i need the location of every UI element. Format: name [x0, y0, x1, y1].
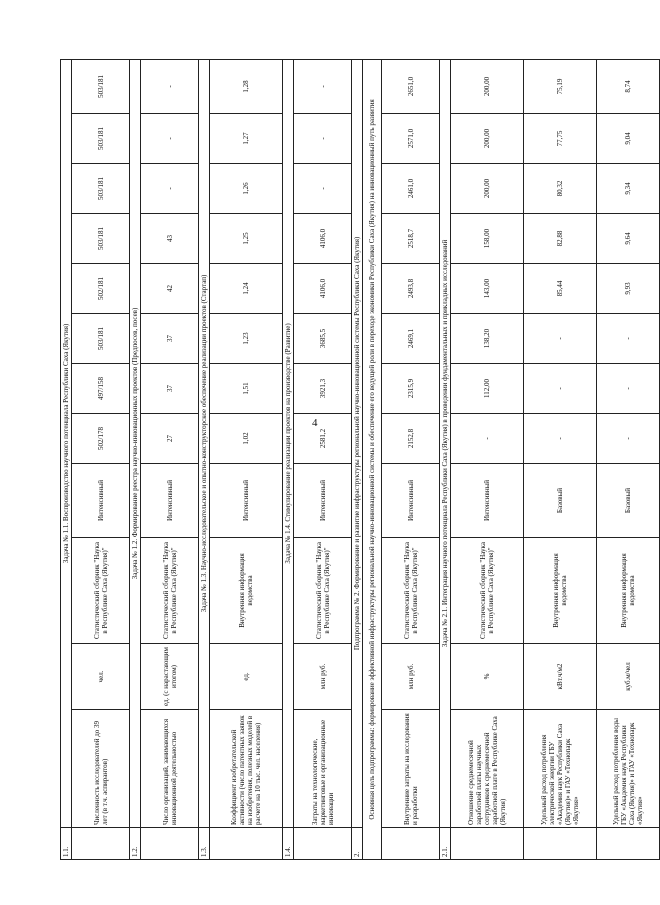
- value-cell: 43: [141, 214, 199, 264]
- value-cell: 1,02: [210, 414, 283, 464]
- rotated-table-container: [60, 60, 645, 860]
- section-number: 1.1.: [61, 828, 72, 860]
- source-cell: Статистический сборник "Наука в Республике Саха (Якутия)": [382, 538, 440, 644]
- value-cell: -: [141, 114, 199, 164]
- value-cell: 503/181: [72, 314, 130, 364]
- task-header: Задача № 1.3. Научно-исследовательское и опытно-конструкторское обеспечение реализации проектов (Стартап): [199, 59, 210, 827]
- table-row: [524, 59, 597, 859]
- page-number: 4: [312, 417, 318, 429]
- value-cell: -: [141, 59, 199, 113]
- value-cell: 503/181: [72, 59, 130, 113]
- unit-cell: ед.: [210, 644, 283, 710]
- source-cell: Статистический сборник "Наука в Республике Саха (Якутия)": [72, 538, 130, 644]
- value-cell: 27: [141, 414, 199, 464]
- value-cell: -: [294, 59, 352, 113]
- value-cell: 2152,8: [382, 414, 440, 464]
- value-cell: 4106,0: [294, 264, 352, 314]
- section-row: [283, 59, 294, 859]
- value-cell: 82,88: [524, 214, 597, 264]
- task-header: Задача № 1.4. Стимулирование реализации проектов на производстве (Развитие): [283, 59, 294, 827]
- unit-cell: ед. (с нарастающим итогом): [141, 644, 199, 710]
- table-row: [294, 59, 352, 859]
- section-row: [199, 59, 210, 859]
- type-cell: Базовый: [597, 464, 660, 538]
- value-cell: 1,26: [210, 164, 283, 214]
- type-cell: Интенсивный: [72, 464, 130, 538]
- unit-cell: чел.: [72, 644, 130, 710]
- value-cell: 3921,3: [294, 364, 352, 414]
- value-cell: 9,04: [597, 114, 660, 164]
- value-cell: 200,00: [451, 59, 524, 113]
- unit-cell: куб.м/чел: [597, 644, 660, 710]
- section-row: [61, 59, 72, 859]
- type-cell: Интенсивный: [210, 464, 283, 538]
- value-cell: 1,23: [210, 314, 283, 364]
- type-cell: Интенсивный: [382, 464, 440, 538]
- indicator-name: Численность исследователей до 39 лет (в т.ч. аспирантов): [72, 710, 130, 828]
- value-cell: 497/158: [72, 364, 130, 414]
- subprogram-header: Подпрограмма № 2. Формирование и развитие инфраструктуры региональной научно-инновационной системы Республики Саха (Якутия): [352, 59, 363, 827]
- value-cell: 75,19: [524, 59, 597, 113]
- type-cell: Интенсивный: [451, 464, 524, 538]
- section-number: 1.3.: [199, 828, 210, 860]
- table-row: [597, 59, 660, 859]
- type-cell: Базовый: [524, 464, 597, 538]
- value-cell: 37: [141, 314, 199, 364]
- value-cell: 138,20: [451, 314, 524, 364]
- source-cell: Статистический сборник "Наука в Республике Саха (Якутия)": [141, 538, 199, 644]
- type-cell: Интенсивный: [294, 464, 352, 538]
- value-cell: -: [524, 414, 597, 464]
- value-cell: -: [451, 414, 524, 464]
- unit-cell: кВт.ч/м2: [524, 644, 597, 710]
- value-cell: 2315,9: [382, 364, 440, 414]
- value-cell: 80,32: [524, 164, 597, 214]
- goal-row: [363, 59, 382, 859]
- value-cell: 9,93: [597, 264, 660, 314]
- section-row: [440, 59, 451, 859]
- indicator-name: Удельный расход потребления воды ГБУ «Академия наук Республики Саха (Якутия)» и ГАУ «Технопарк «Якутия»: [597, 710, 660, 828]
- value-cell: 1,27: [210, 114, 283, 164]
- value-cell: 3685,5: [294, 314, 352, 364]
- value-cell: 1,25: [210, 214, 283, 264]
- unit-cell: млн руб.: [382, 644, 440, 710]
- table-row: [141, 59, 199, 859]
- value-cell: 9,34: [597, 164, 660, 214]
- indicators-table: [60, 59, 660, 860]
- value-cell: -: [597, 364, 660, 414]
- table-row: [210, 59, 283, 859]
- value-cell: 200,00: [451, 114, 524, 164]
- table-row: [382, 59, 440, 859]
- value-cell: 2571,0: [382, 114, 440, 164]
- value-cell: 8,74: [597, 59, 660, 113]
- value-cell: -: [597, 414, 660, 464]
- source-cell: Внутренняя информация ведомства: [597, 538, 660, 644]
- value-cell: 1,51: [210, 364, 283, 414]
- subprogram-goal: Основная цель подпрограммы: формирование эффективной инфраструктуры региональной научно-инновационной системы и обеспечение его ведущей роли в переходе экономики Республики Саха (Якутия) на инновационный путь развития: [363, 59, 382, 859]
- indicator-name: Число организаций, занимающихся инновационной деятельностью: [141, 710, 199, 828]
- value-cell: 503/181: [72, 214, 130, 264]
- value-cell: 1,28: [210, 59, 283, 113]
- value-cell: -: [141, 164, 199, 214]
- table-row: [451, 59, 524, 859]
- value-cell: 502/181: [72, 264, 130, 314]
- unit-cell: %: [451, 644, 524, 710]
- value-cell: 9,64: [597, 214, 660, 264]
- value-cell: -: [524, 314, 597, 364]
- value-cell: -: [524, 364, 597, 414]
- section-row: [352, 59, 363, 859]
- indicator-name: Удельный расход потребления электрической энергии ГБУ «Академия наук Республики Саха (Якутия)» и ГАУ «Технопарк «Якутия»: [524, 710, 597, 828]
- value-cell: 2581,2: [294, 414, 352, 464]
- task-header: Задача № 1.2. Формирование реестра научно-инновационных проектов (Предпосев, посев): [130, 59, 141, 827]
- source-cell: Внутренняя информация ведомства: [524, 538, 597, 644]
- section-number: 2.1.: [440, 828, 451, 860]
- value-cell: 503/181: [72, 164, 130, 214]
- value-cell: -: [294, 114, 352, 164]
- section-number: 1.2.: [130, 828, 141, 860]
- indicator-name: Отношение среднемесячной заработной платы научных сотрудников к среднемесячной заработной плате в Республике Саха (Якутия): [451, 710, 524, 828]
- value-cell: 2493,8: [382, 264, 440, 314]
- value-cell: -: [294, 164, 352, 214]
- table-row: [72, 59, 130, 859]
- task-header: Задача № 1.1. Воспроизводство научного потенциала Республики Саха (Якутия): [61, 59, 72, 827]
- indicator-name: Затраты на технологические, маркетинговые и организационные инновации: [294, 710, 352, 828]
- section-number: 2.: [352, 828, 363, 860]
- value-cell: 2469,1: [382, 314, 440, 364]
- value-cell: 4106,0: [294, 214, 352, 264]
- value-cell: 1,24: [210, 264, 283, 314]
- source-cell: Внутренняя информация ведомства: [210, 538, 283, 644]
- section-number: 1.4.: [283, 828, 294, 860]
- unit-cell: млн руб.: [294, 644, 352, 710]
- value-cell: 503/181: [72, 114, 130, 164]
- indicator-name: Коэффициент изобретательской активности (число патентных заявок на изобретения, полезных моделей в расчете на 10 тыс. чел. населения): [210, 710, 283, 828]
- value-cell: 42: [141, 264, 199, 314]
- value-cell: 77,75: [524, 114, 597, 164]
- value-cell: 2651,0: [382, 59, 440, 113]
- value-cell: 2518,7: [382, 214, 440, 264]
- source-cell: Статистический сборник "Наука в Республике Саха (Якутия)": [294, 538, 352, 644]
- value-cell: 2461,0: [382, 164, 440, 214]
- value-cell: 158,00: [451, 214, 524, 264]
- value-cell: -: [597, 314, 660, 364]
- source-cell: Статистический сборник "Наука в Республике Саха (Якутия)": [451, 538, 524, 644]
- value-cell: 112,00: [451, 364, 524, 414]
- type-cell: Интенсивный: [141, 464, 199, 538]
- section-row: [130, 59, 141, 859]
- value-cell: 200,00: [451, 164, 524, 214]
- indicator-name: Внутренние затраты на исследования и разработки: [382, 710, 440, 828]
- value-cell: 502/178: [72, 414, 130, 464]
- value-cell: 143,00: [451, 264, 524, 314]
- value-cell: 85,44: [524, 264, 597, 314]
- task-header: Задача № 2.1. Интеграция научного потенциала Республики Саха (Якутия) в проведении фундаментальных и прикладных исследований: [440, 59, 451, 827]
- value-cell: 37: [141, 364, 199, 414]
